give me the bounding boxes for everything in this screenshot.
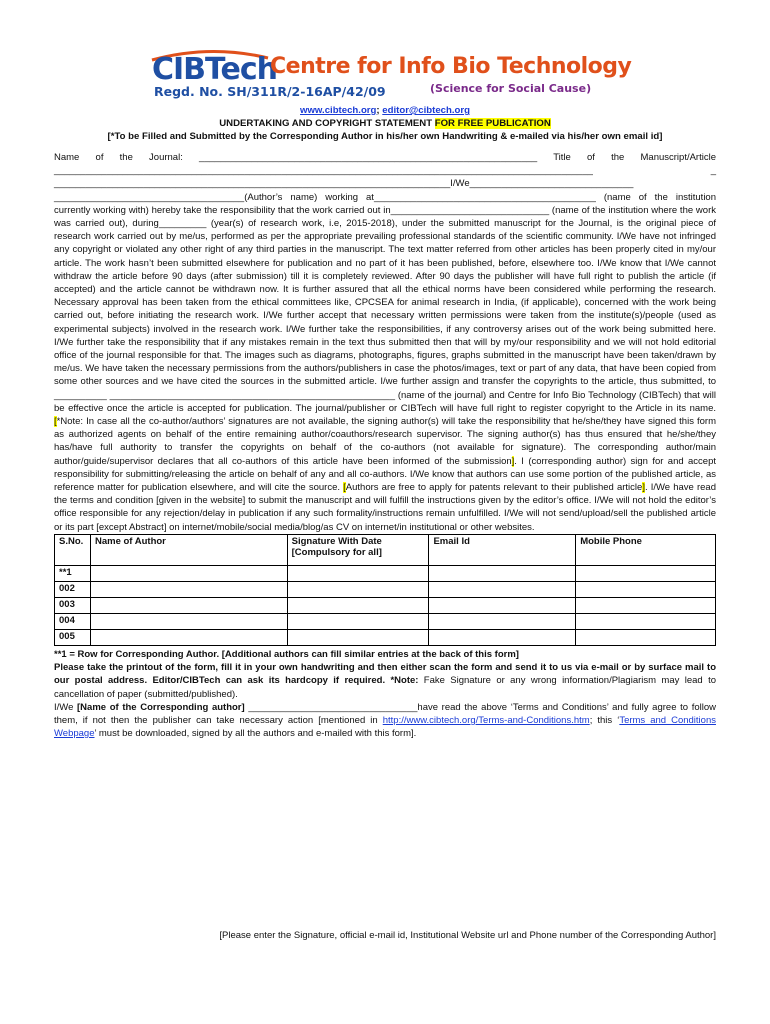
cell-signature[interactable] [287,629,429,645]
cell-email[interactable] [429,597,576,613]
cell-author[interactable] [90,613,287,629]
header-signature-label: Signature With Date [291,535,382,547]
header-author-name: Name of Author [90,534,287,565]
table-row [55,629,716,645]
cell-signature[interactable] [287,597,429,613]
printout-rest: Fake Signature or any wrong information/Plagiarism may lead to cancellation of paper (submitted/published). [54,675,716,700]
logo-brand: CIBTech [152,52,278,87]
body-part-1: Name of the Journal: ________________________________________________________________ Title of the Manuscript/Article ______________________________________________________________________________________________________ _ ___________________________________________________________________________I/We_______________________________ ____________________________________(Author’s name) working at__________________________________________ (name of the institution currently working with) hereby take the responsibility that the work carried out in______________________________ (name of the institution where the work was carried out), during_________ (year(s) of research work, i.e, 2015-2018), under the submitted manuscript for the Journal, is the original piece of research work carried out by me/us, performed as per the appropriate prevailing professional standards of the scientific community. I/We have not infringed any copyright or violated any other right of any third parties in the manuscript. The text matter referred from other articles has been properly cited in my/our article. The work hasn’t been submitted elsewhere for publication and no part of it has been published, before, elsewhere too. I/We know that I/We cannot withdraw the article before 90 days (after submission) till it is completely reviewed. After 90 days the publisher will have full right to publish the article (if accepted) and the article cannot be withdrawn now. It is further assured that all the ethical norms have been considered while performing the research. Necessary approval has been taken from the ethical committees like, CPCSEA for animal research in India, (if applicable), concerned with the work being carried out, before initiating the research work. I/We further accept that necessary written permissions were taken from the institute(s)/people (used as experimental subjects) involved in the research work. I/We further take the responsibilities, if any controversy arises out of the work being submitted here. I/We further take the responsibility that if any mistakes remain in the text thus submitted then that will by my/our responsibility and we will not hold editorial office of the journal responsible for that. The images such as diagrams, photographs, figures, graphs submitted in the manuscript have been taken/drawn by me/us. We have taken the necessary permissions from the authors/publishers in case the photos/images, text or part of any data, that have been copied from some other sources and we have cited the sources in the submitted article. I/we further assign and transfer the copyrights to the article, thus submitted, to __________ ______________________________________________________ (name of the journal) and Centre for Info Bio Technology (CIBTech) that will be effective once the article is accepted for publication. The journal/publisher or CIBTech will have full right to register copyright to the Article in its name. [54,152,716,414]
contact-links [54,104,716,117]
link-separator: ; [376,105,383,116]
header-signature [287,534,429,565]
corresponding-author-note: **1 = Row for Corresponding Author. [Additional authors can fill similar entries at the back of this form] [54,648,519,660]
cell-mobile[interactable] [576,581,716,597]
undertaking-body [54,151,716,534]
header-email: Email Id [429,534,576,565]
cell-email[interactable] [429,613,576,629]
terms-link[interactable]: http://www.cibtech.org/Terms-and-Conditions.htm [382,714,590,726]
cell-signature[interactable] [287,565,429,581]
cell-email[interactable] [429,629,576,645]
footer-notes [54,648,716,740]
agreement-blank-line: ________________________________ [244,701,418,713]
cell-signature[interactable] [287,581,429,597]
registration-number: Regd. No. SH/311R/2-16AP/42/09 [154,84,386,99]
table-row [55,581,716,597]
row-sno: 002 [55,581,91,597]
highlight-bracket-1: [ [54,416,57,428]
row-sno: **1 [55,565,91,581]
cell-signature[interactable] [287,613,429,629]
body-part-5: . I/We have read the terms and condition [given in the website] to submit the manuscript and will fulfill the instructions given by the editor’s office. I/We will not hold the editor’s office responsible for any rejection/delay in publication if any such formality/instructions remain unfulfilled. I/We will not send/upload/sell the published article or its part [except Abstract] on internet/mobile/social media/blog/as CV on internet/in institutional or other websites. [54,482,716,533]
table-row [55,613,716,629]
agreement-statement [54,701,716,741]
agreement-text: have read the above ‘Terms and Conditions’ and fully agree to follow them, if not then the publisher can take necessary action [mentioned in [54,701,716,726]
authors-table [54,534,716,646]
website-link[interactable]: www.cibtech.org [300,105,377,116]
heading-highlight: FOR FREE PUBLICATION [434,118,551,129]
printout-instructions [54,661,716,701]
cell-mobile[interactable] [576,565,716,581]
table-row [55,597,716,613]
header-mobile: Mobile Phone [576,534,716,565]
cell-author[interactable] [90,629,287,645]
cell-email[interactable] [429,581,576,597]
table-row [55,565,716,581]
table-header-row [55,534,716,565]
row-sno: 003 [55,597,91,613]
body-part-3: . I (corresponding author) sign for and accept responsibility for submitting/releasing the article on behalf of any and all co-authors. I/We know that authors can use some portion of the published article, as reference matter for publication elsewhere, and will cite the source. [54,455,716,494]
printout-bold: Please take the printout of the form, fill it in your own handwriting and then either scan the form and send it to us via e-mail or by surface mail to our postal address. Editor/CIBTech can ask its hardcopy if required. *Note: [54,662,716,687]
cell-author[interactable] [90,581,287,597]
agreement-text-2: ; this ‘ [589,714,620,726]
highlight-bracket-4: ] [642,482,645,494]
patents-note: Authors are free to apply for patents relevant to their published article [345,482,643,494]
heading-subtitle: [*To be Filled and Submitted by the Corresponding Author in his/her own Handwriting & e-mailed via his/her own email id] [107,131,663,142]
header-sno: S.No. [55,534,91,565]
agreement-iwe: I/We [54,701,78,713]
cell-mobile[interactable] [576,613,716,629]
heading-main: UNDERTAKING AND COPYRIGHT STATEMENT [219,118,435,129]
agreement-text-3: ’ must be downloaded, signed by all the authors and e-mailed with this form]. [94,728,417,740]
agreement-name-label: [Name of the Corresponding author] [77,701,245,713]
cell-author[interactable] [90,597,287,613]
co-author-note: *Note: In case all the co-author/authors’ signatures are not available, the signing author(s) will take the responsibility that he/she/they have signed this form as authorized agents on behalf of the entire remaining author/coauthors/research supervisor. The signing author(s) has thus ensured that he/she/they has/have full authority to transfer the copyrights on behalf of the co-authors (not available for signature). The corresponding author/main author/guide/supervisor declares that all co-authors of this article have been informed of the submission [54,416,716,467]
document-page [54,42,716,740]
email-link[interactable]: editor@cibtech.org [382,105,470,116]
final-instruction: [Please enter the Signature, official e-mail id, Institutional Website url and Phone number of the Corresponding Author] [219,930,716,941]
row-sno: 005 [55,629,91,645]
row-sno: 004 [55,613,91,629]
highlight-bracket-3: [ [343,482,346,494]
logo-tagline: (Science for Social Cause) [430,82,592,95]
highlight-bracket-2: ] [511,455,515,467]
document-heading [54,117,716,130]
cell-email[interactable] [429,565,576,581]
header-signature-sub: [Compulsory for all] [291,546,382,558]
cell-author[interactable] [90,565,287,581]
logo-title: Centre for Info Bio Technology [270,54,632,79]
undertaking-paragraph [54,151,716,534]
header-logo [54,42,716,102]
terms-webpage-link[interactable]: Terms and Conditions Webpage [54,714,716,740]
cell-mobile[interactable] [576,629,716,645]
cell-mobile[interactable] [576,597,716,613]
